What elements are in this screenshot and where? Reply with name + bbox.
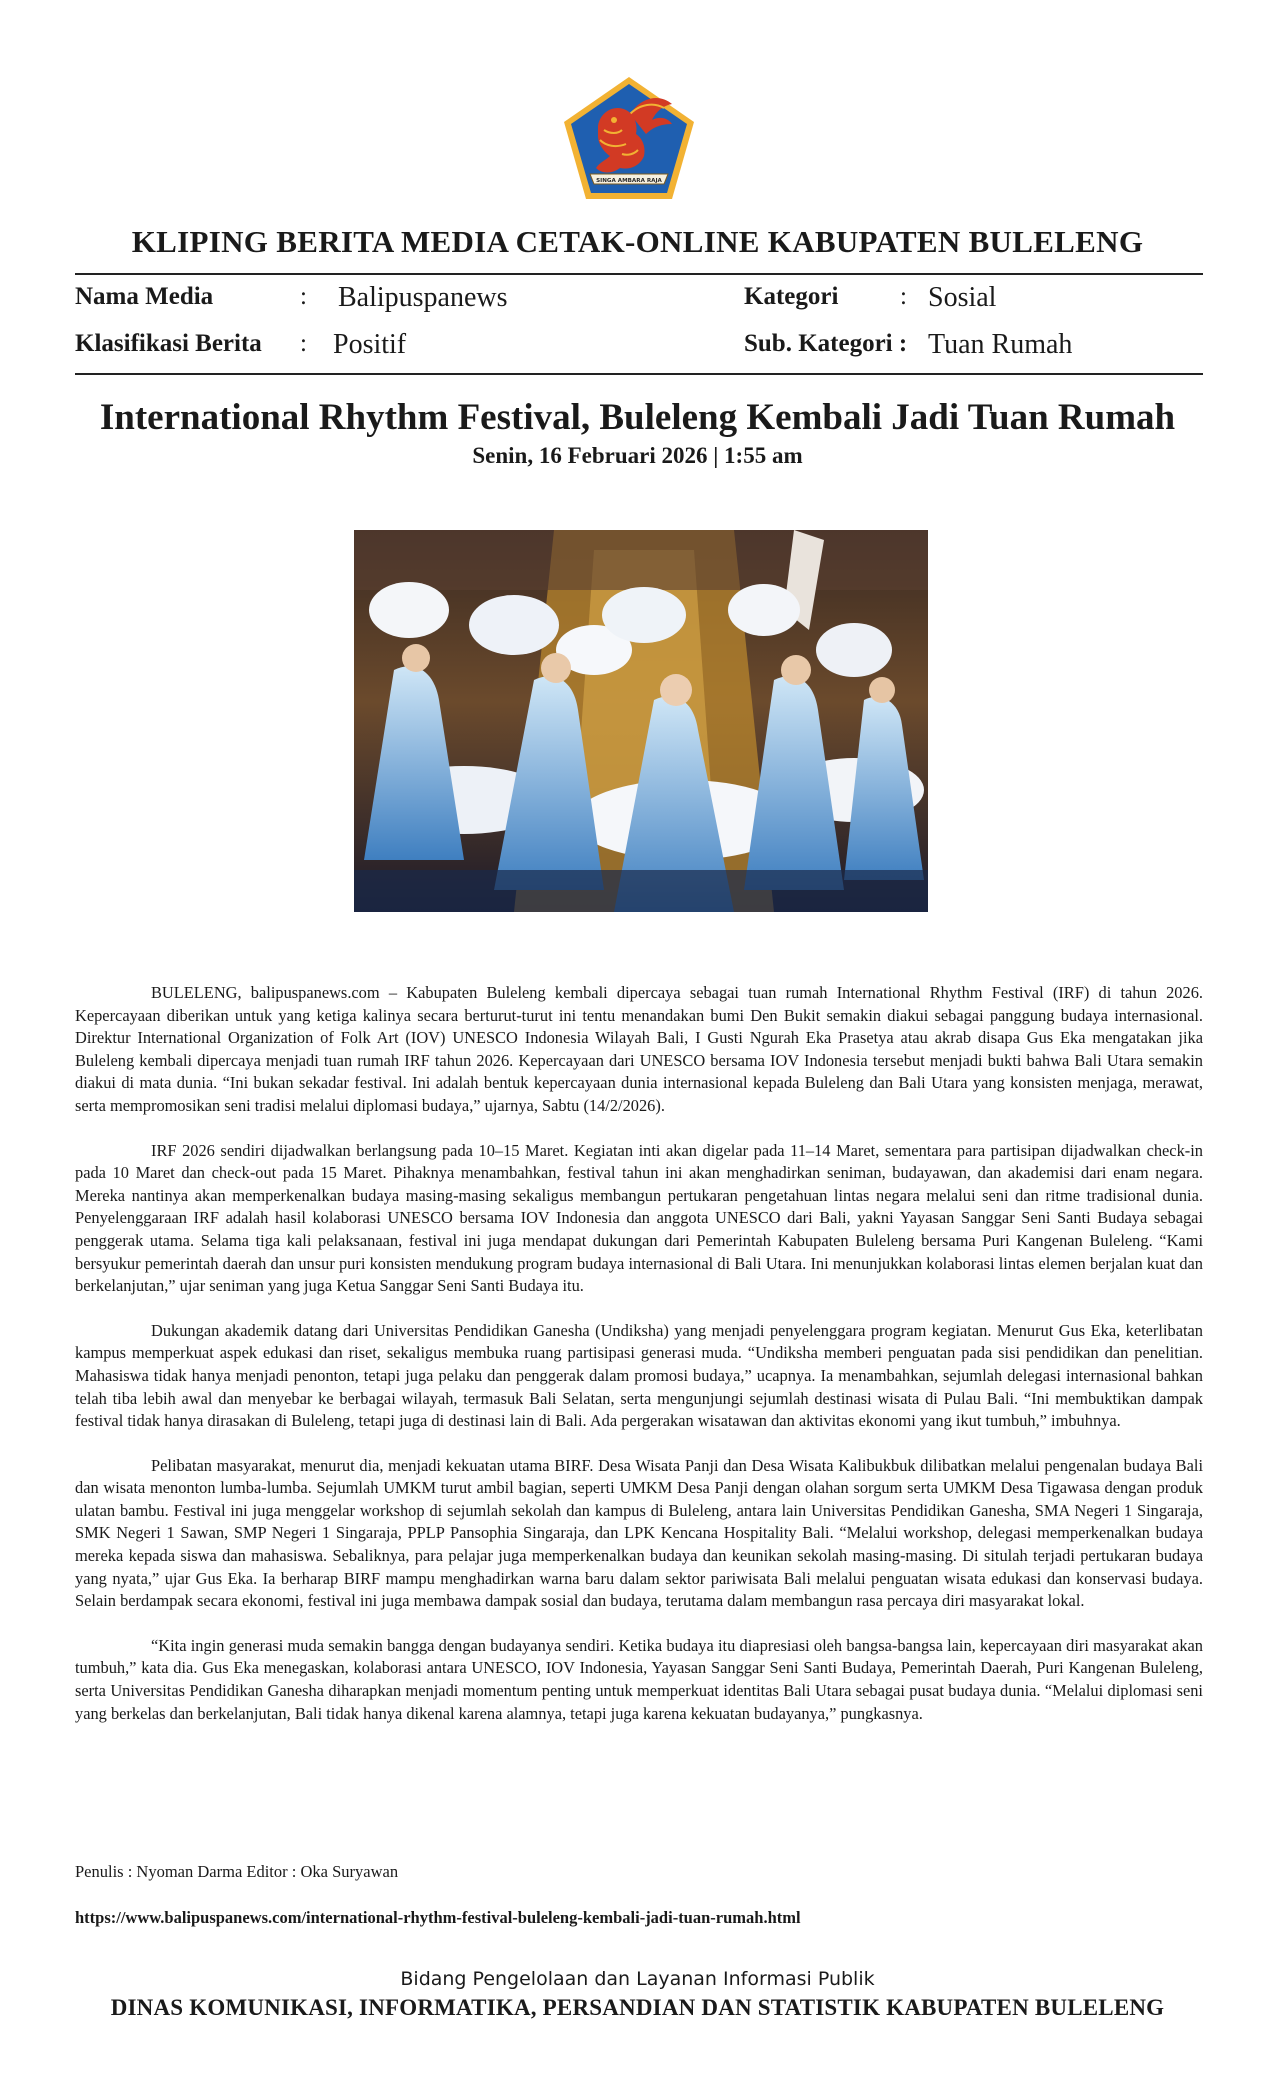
- author-credits: Penulis : Nyoman Darma Editor : Oka Suryawan: [75, 1862, 399, 1881]
- footer-department: DINAS KOMUNIKASI, INFORMATIKA, PERSANDIAN DAN STATISTIK KABUPATEN BULELENG: [110, 1995, 1165, 2020]
- article-paragraph: Dukungan akademik datang dari Universitas Pendidikan Ganesha (Undiksha) yang menjadi penyelenggara program kegiatan. Menurut Gus Eka, keterlibatan kampus memperkuat aspek edukasi dan riset, sekaligus membuka ruang partisipasi generasi muda. “Undiksha memberi penguatan pada sisi pendidikan dan penelitian. Mahasiswa tidak hanya menjadi penonton, tetapi juga pelaku dan penggerak dalam promosi budaya,” ucapnya. Ia menambahkan, sejumlah delegasi internasional bahkan telah tiba lebih awal dan menyebar ke berbagai wilayah, termasuk Bali Selatan, serta mengunjungi sejumlah destinasi wisata di Pulau Bali. “Ini membuktikan dampak festival tidak hanya dirasakan di Buleleng, tetapi juga di destinasi lain di Bali. Ada pergerakan wisatawan dan aktivitas ekonomi yang ikut tumbuh,” imbuhnya.: [75, 1320, 1203, 1431]
- kategori-colon: :: [900, 283, 907, 310]
- media-label: Nama Media: [75, 283, 214, 310]
- subkategori-label: Sub. Kategori :: [744, 330, 908, 357]
- klasifikasi-colon: :: [300, 330, 307, 357]
- klasifikasi-value: Positif: [333, 329, 407, 360]
- article-body: [75, 982, 1203, 1747]
- article-title: International Rhythm Festival, Buleleng Kembali Jadi Tuan Rumah: [99, 397, 1176, 438]
- lion-emblem-icon: [560, 74, 698, 202]
- source-url: https://www.balipuspanews.com/international-rhythm-festival-buleleng-kembali-jadi-tuan-rumah.html: [75, 1908, 801, 1927]
- article-date: Senin, 16 Februari 2026 | 1:55 am: [472, 443, 803, 468]
- article-paragraph: Pelibatan masyarakat, menurut dia, menjadi kekuatan utama BIRF. Desa Wisata Panji dan Desa Wisata Kalibukbuk dilibatkan melalui pengenalan budaya Bali dan wisata menonton lumba-lumba. Sejumlah UMKM turut ambil bagian, seperti UMKM Desa Panji dengan olahan sorgum serta UMKM Desa Tigawasa dengan produk ulatan bambu. Festival ini juga menggelar workshop di sejumlah sekolah dan kampus di Buleleng, antara lain Universitas Pendidikan Ganesha, SMA Negeri 1 Singaraja, SMK Negeri 1 Sawan, SMP Negeri 1 Singaraja, PPLP Pansophia Singaraja, dan LPK Kencana Hospitality Bali. “Melalui workshop, delegasi memperkenalkan budaya mereka kepada siswa dan mahasiswa. Sebaliknya, para pelajar juga memperkenalkan budaya dan keunikan sekolah masing-masing. Di situlah terjadi pertukaran budaya yang nyata,” ujar Gus Eka. Ia berharap BIRF mampu menghadirkan warna baru dalam sektor pariwisata Bali melalui penguatan wisata edukasi dan konservasi budaya. Selain berdampak secara ekonomi, festival ini juga membawa dampak sosial dan budaya, terutama dalam membangun rasa percaya diri masyarakat lokal.: [75, 1455, 1203, 1611]
- logo-motto: SINGA AMBARA RAJA: [596, 178, 662, 184]
- article-photo: [354, 530, 928, 912]
- document-header-title: KLIPING BERITA MEDIA CETAK-ONLINE KABUPATEN BULELENG: [131, 224, 1144, 259]
- header-divider: [75, 273, 1203, 275]
- article-paragraph: “Kita ingin generasi muda semakin bangga dengan budayanya sendiri. Ketika budaya itu diapresiasi oleh bangsa-bangsa lain, kepercayaan diri masyarakat akan tumbuh,” kata dia. Gus Eka menegaskan, kolaborasi antara UNESCO, IOV Indonesia, Yayasan Sanggar Seni Santi Budaya, Pemerintah Daerah, Puri Kangenan Buleleng, serta Universitas Pendidikan Ganesha diharapkan menjadi momentum penting untuk memperkuat identitas Bali Utara sebagai pusat budaya dunia. “Melalui diplomasi seni yang berkelas dan berkelanjutan, Bali tidak hanya dikenal karena alamnya, tetapi juga karena kekuatan budayanya,” pungkasnya.: [75, 1635, 1203, 1723]
- article-paragraph: BULELENG, balipuspanews.com – Kabupaten Buleleng kembali dipercaya sebagai tuan rumah International Rhythm Festival (IRF) di tahun 2026. Kepercayaan diberikan untuk yang ketiga kalinya secara berturut-turut ini tentu menandakan bumi Den Bukit semakin diakui sebagai panggung budaya internasional. Direktur International Organization of Folk Art (IOV) UNESCO Indonesia Wilayah Bali, I Gusti Ngurah Eka Prasetya atau akrab disapa Gus Eka mengatakan jika Buleleng kembali dipercaya menjadi tuan rumah IRF tahun 2026. Kepercayaan dari UNESCO bersama IOV Indonesia tersebut menjadi bukti bahwa Bali Utara semakin diakui di mata dunia. “Ini bukan sekadar festival. Ini adalah bentuk kepercayaan dunia internasional kepada Buleleng dan Bali Utara yang konsisten menjaga, merawat, serta mempromosikan seni tradisi melalui diplomasi budaya,” ujarnya, Sabtu (14/2/2026).: [75, 983, 1203, 1115]
- kategori-value: Sosial: [928, 282, 997, 313]
- regency-logo: [560, 74, 698, 202]
- media-colon: :: [300, 283, 307, 310]
- klasifikasi-label: Klasifikasi Berita: [75, 330, 262, 357]
- subkategori-value: Tuan Rumah: [928, 329, 1073, 360]
- meta-divider: [75, 373, 1203, 375]
- media-value: Balipuspanews: [338, 282, 508, 313]
- kategori-label: Kategori: [744, 283, 839, 310]
- article-paragraph: IRF 2026 sendiri dijadwalkan berlangsung pada 10–15 Maret. Kegiatan inti akan digelar pada 11–14 Maret, sementara para partisipan dijadwalkan check-in pada 10 Maret dan check-out pada 15 Maret. Pihaknya menambahkan, festival tahun ini akan menghadirkan seniman, budayawan, dan akademisi dari enam negara. Mereka nantinya akan memperkenalkan budaya masing-masing sekaligus membangun pertukaran pengetahuan lintas negara melalui seni dan ritme tradisional dunia. Penyelenggaraan IRF adalah hasil kolaborasi UNESCO bersama IOV Indonesia dan anggota UNESCO dari Bali, yakni Yayasan Sanggar Seni Santi Budaya sebagai penggerak utama. Selama tiga kali pelaksanaan, festival ini juga mendapat dukungan dari Pemerintah Kabupaten Buleleng bersama Puri Kangenan Buleleng. “Kami bersyukur pemerintah daerah dan unsur puri konsisten mendukung program budaya internasional di Bali Utara. Ini menunjukkan kolaborasi lintas elemen berjalan kuat dan berkelanjutan,” ujar seniman yang juga Ketua Sanggar Seni Santi Budaya itu.: [75, 1140, 1203, 1296]
- footer-subtitle: Bidang Pengelolaan dan Layanan Informasi Publik: [400, 1968, 875, 1990]
